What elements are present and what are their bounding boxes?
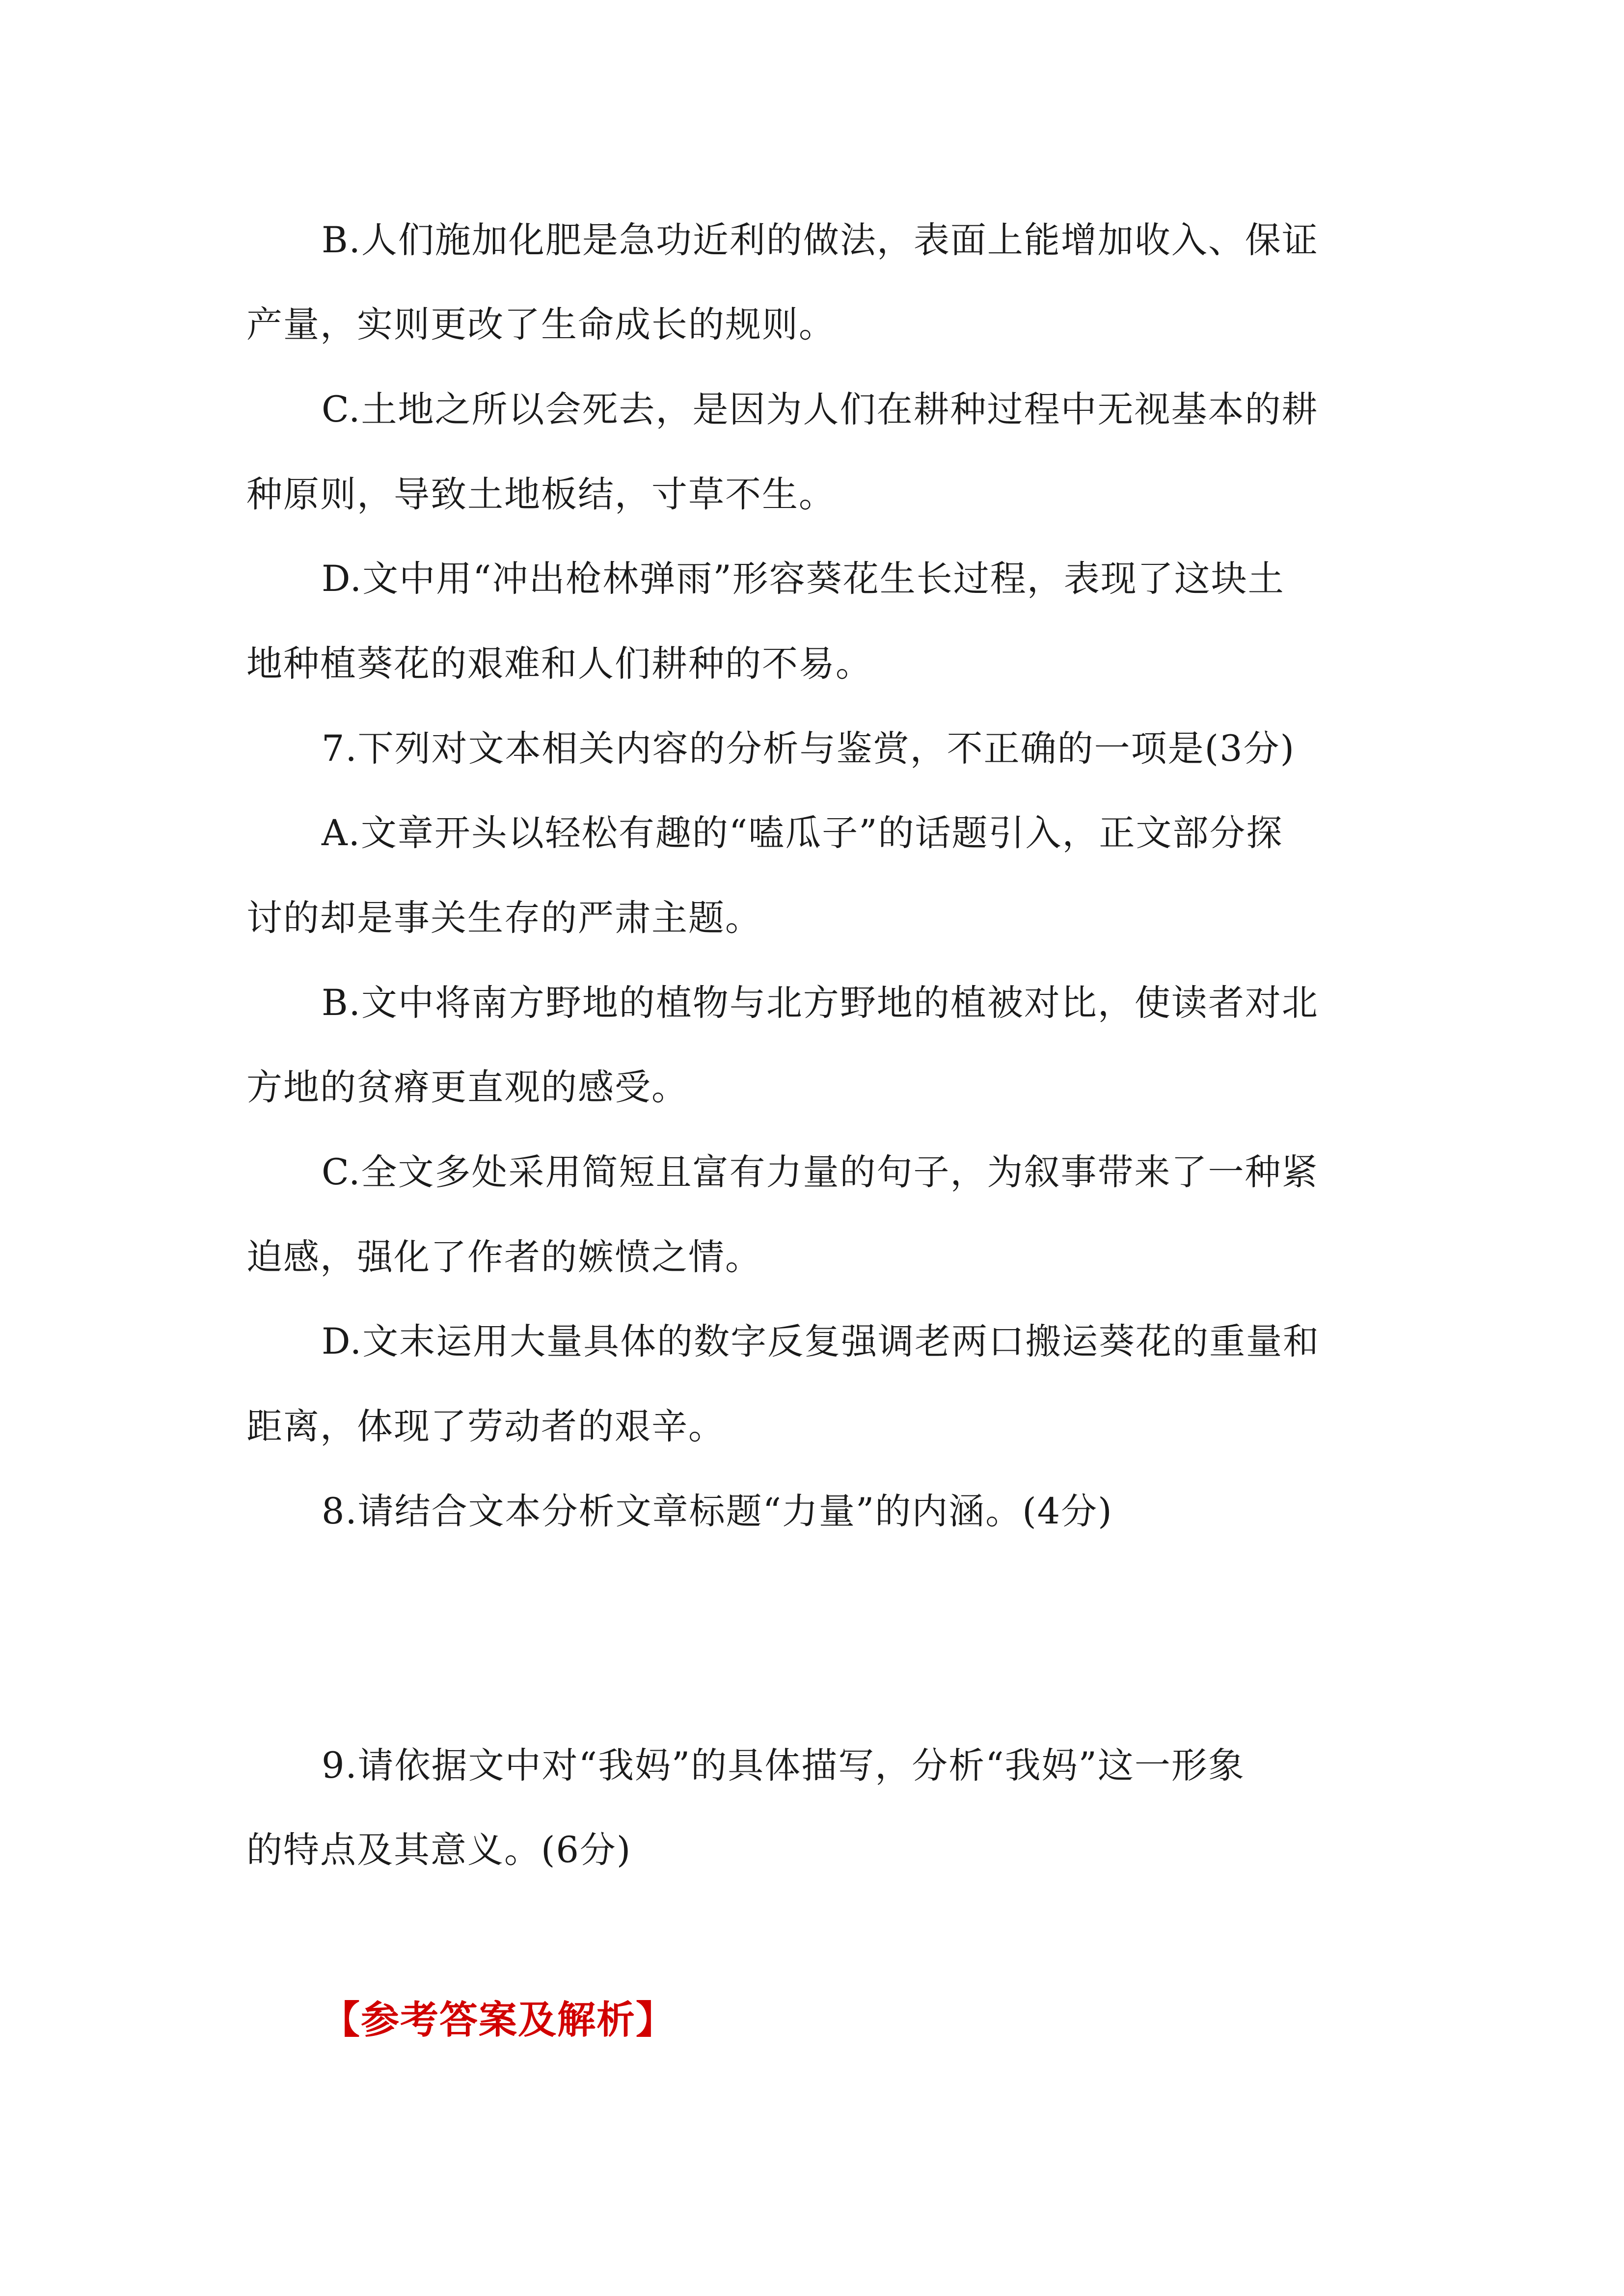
option-6d-line-1: D.文中用“冲出枪林弹雨”形容葵花生长过程，表现了这块土 xyxy=(322,558,1285,600)
option-7c-line-2: 迫感，强化了作者的嫉愤之情。 xyxy=(246,1236,762,1278)
option-6b-line-2: 产量，实则更改了生命成长的规则。 xyxy=(246,304,836,346)
option-6d-line-2: 地种植葵花的艰难和人们耕种的不易。 xyxy=(246,643,872,685)
option-6c-line-1: C.土地之所以会死去，是因为人们在耕种过程中无视基本的耕 xyxy=(322,389,1319,430)
option-7d-line-1: D.文末运用大量具体的数字反复强调老两口搬运葵花的重量和 xyxy=(322,1321,1320,1362)
question-9-line-2: 的特点及其意义。(6分) xyxy=(246,1829,632,1871)
option-7b-line-1: B.文中将南方野地的植物与北方野地的植被对比，使读者对北 xyxy=(322,982,1319,1024)
option-7d-line-2: 距离，体现了劳动者的艰辛。 xyxy=(246,1406,725,1447)
option-7a-line-2: 讨的却是事关生存的严肃主题。 xyxy=(246,897,762,939)
option-7a-line-1: A.文章开头以轻松有趣的“嗑瓜子”的话题引入，正文部分探 xyxy=(322,812,1283,854)
answer-heading: 【参考答案及解析】 xyxy=(322,1998,676,2042)
option-6b-line-1: B.人们施加化肥是急功近利的做法，表面上能增加收入、保证 xyxy=(322,219,1319,261)
question-7: 7.下列对文本相关内容的分析与鉴赏，不正确的一项是(3分) xyxy=(322,728,1296,770)
question-9-line-1: 9.请依据文中对“我妈”的具体描写，分析“我妈”这一形象 xyxy=(322,1745,1245,1787)
option-6c-line-2: 种原则，导致土地板结，寸草不生。 xyxy=(246,474,836,515)
option-7b-line-2: 方地的贫瘠更直观的感受。 xyxy=(246,1067,688,1108)
question-8: 8.请结合文本分析文章标题“力量”的内涵。(4分) xyxy=(322,1491,1113,1532)
option-7c-line-1: C.全文多处采用简短且富有力量的句子，为叙事带来了一种紧 xyxy=(322,1151,1319,1193)
